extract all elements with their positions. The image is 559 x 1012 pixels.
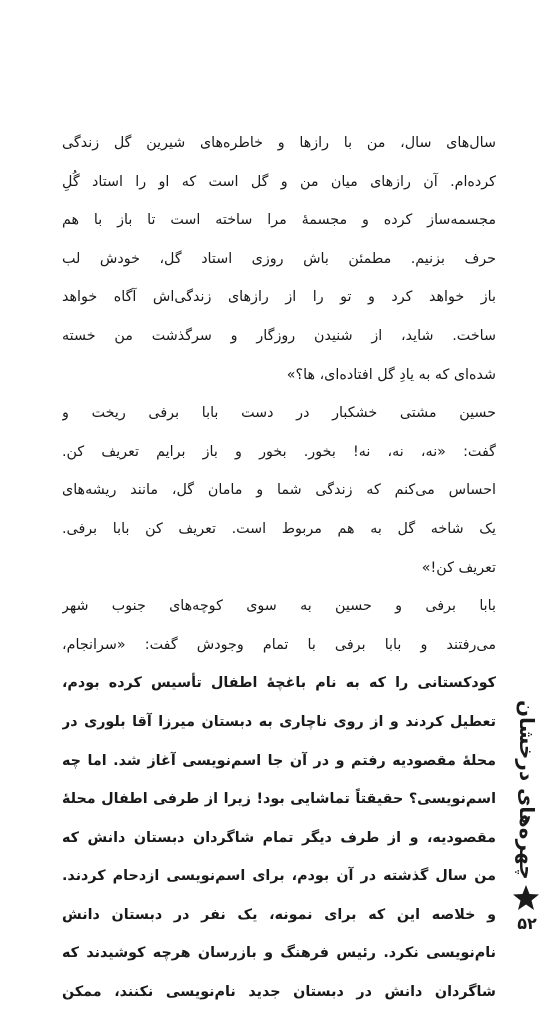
running-title: چهره‌های درخشان: [515, 700, 539, 880]
text-line: احساس می‌کنم که زندگی شما و مامان گل، مانند ریشه‌های: [62, 482, 496, 499]
text-line: بابا برفی و حسین به سوی کوچه‌های جنوب شهر: [62, 598, 496, 615]
text-line: مجسمه‌ساز کرده و مجسمهٔ مرا ساخته است تا باز با هم: [62, 212, 496, 229]
page-number: ۵۲: [517, 914, 537, 933]
text-line: مقصودیه، و از طرف دیگر تمام شاگردان دبستان دانش که: [62, 829, 496, 846]
text-line: کودکستانی را که به نام باغچهٔ اطفال تأسیس کرده بودم،: [62, 675, 496, 692]
text-line: ساخت. شاید، از شنیدن روزگار و سرگذشت من خسته: [62, 327, 496, 344]
text-line: شاگردان دانش در دبستان جدید نام‌نویسی نکنند، ممکن: [62, 984, 496, 1001]
text-line: باز خواهد کرد و تو را از رازهای زندگی‌اش آگاه خواهد: [62, 289, 496, 306]
text-line: محلهٔ مقصودیه رفتم و در آن جا اسم‌نویسی آغاز شد. اما چه: [62, 752, 496, 769]
text-line: نام‌نویسی نکرد. رئیس فرهنگ و بازرسان هرچه کوشیدند که: [62, 945, 496, 962]
text-line: من سال گذشته در آن بودم، برای اسم‌نویسی ازدحام کردند.: [62, 868, 496, 885]
text-line: گفت: «نه، نه، نه! بخور. بخور و باز برایم تعریف کن.: [62, 443, 496, 460]
text-line: سال‌های سال، من با رازها و خاطره‌های شیرین گل زندگی: [62, 135, 496, 151]
text-line: یک شاخه گل به هم مربوط است. تعریف کن بابا برفی.: [62, 520, 496, 537]
text-line: می‌رفتند و بابا برفی با تمام وجودش گفت: «سرانجام،: [62, 636, 496, 653]
text-line: و خلاصه این که برای نمونه، یک نفر در دبستان دانش: [62, 906, 496, 923]
text-line: تعطیل کردند و از روی ناچاری به دبستان میرزا آقا بلوری در: [62, 713, 496, 730]
text-line: حرف بزنیم. مطمئن باش روزی استاد گل، خودش لب: [62, 250, 496, 267]
star-icon: [512, 884, 540, 912]
text-line: کرده‌ام. آن رازهای میان من و گل است که او را استاد گُلِ: [62, 173, 496, 190]
page-footer-side: [503, 700, 551, 933]
text-line: تعریف کن!»: [421, 559, 496, 576]
body-text: [62, 124, 496, 1012]
text-line: شده‌ای که به یادِ گل افتاده‌ای، ها؟»: [286, 366, 496, 383]
text-line: حسین مشتی خشکبار در دست بابا برفی ریخت و: [62, 405, 496, 422]
text-line: اسم‌نویسی؟ حقیقتاً تماشایی بود! زیرا از طرفی اطفال محلهٔ: [62, 791, 496, 808]
